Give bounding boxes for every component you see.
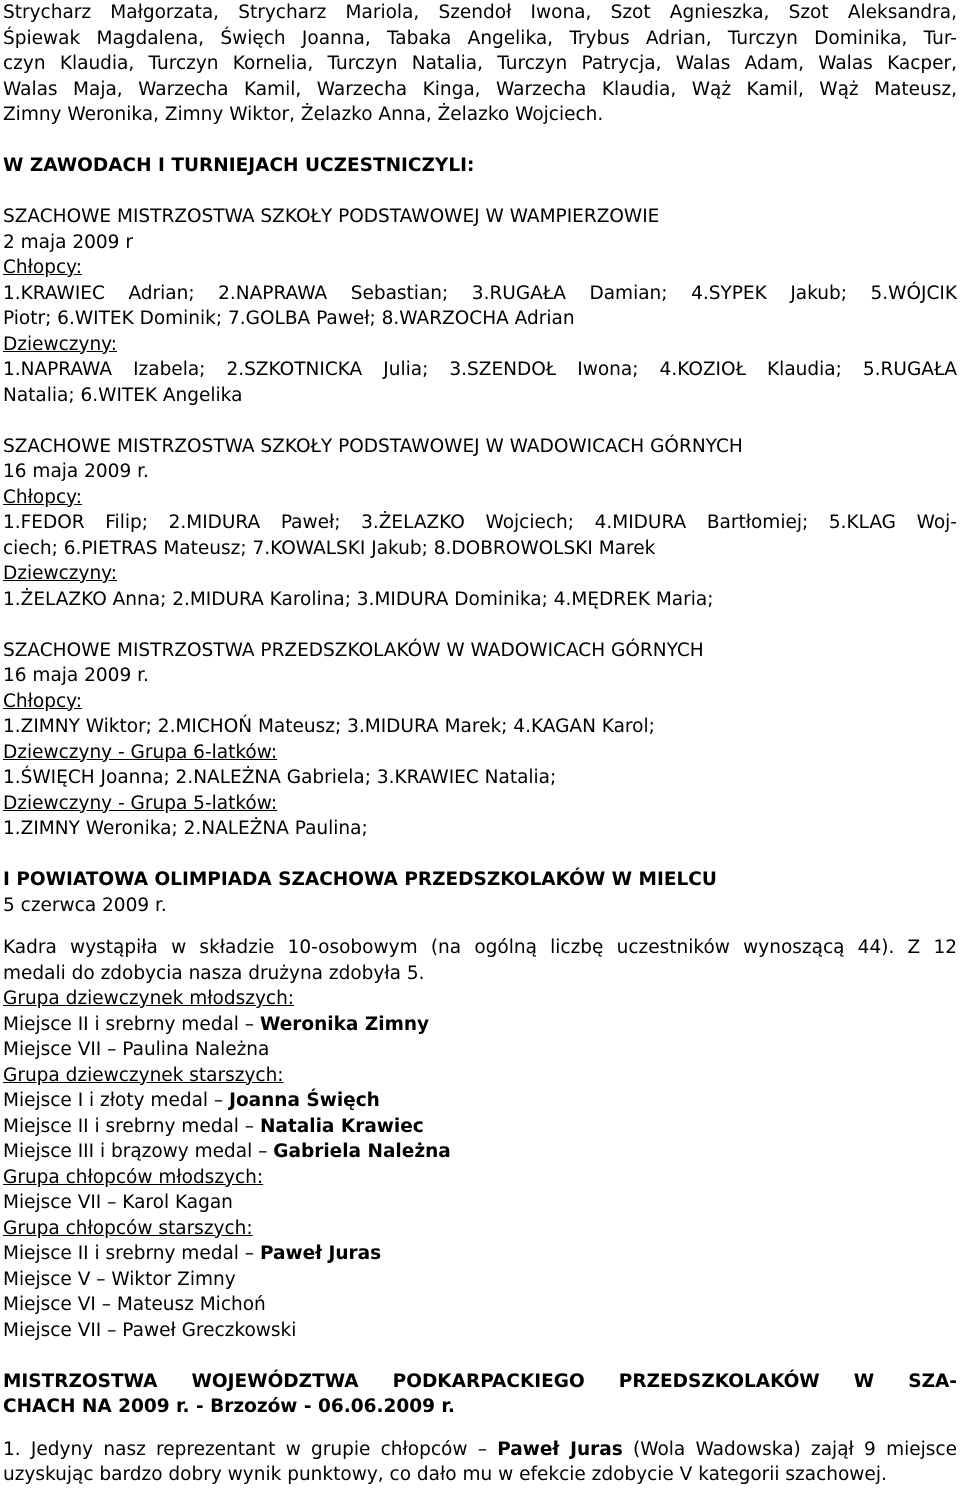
results-line: 1.ZIMNY Weronika; 2.NALEŻNA Paulina; bbox=[3, 818, 368, 839]
results-line: Natalia; 6.WITEK Angelika bbox=[3, 384, 243, 406]
results-line: 1.FEDOR Filip; 2.MIDURA Paweł; 3.ŻELAZKO Wojciech; 4.MIDURA Bartłomiej; 5.KLAG Woj- bbox=[3, 512, 957, 533]
participant-name: Paweł Greczkowski bbox=[122, 1319, 297, 1341]
report-line bbox=[3, 1437, 957, 1463]
summary-line: medali do zdobycia nasza drużyna zdobyła 5. bbox=[3, 962, 425, 984]
boys-label: Chłopcy: bbox=[3, 690, 82, 712]
girls-5-label: Dziewczyny - Grupa 5-latków: bbox=[3, 792, 278, 814]
participants-line: Walas Maja, Warzecha Kamil, Warzecha Kinga, Warzecha Klaudia, Wąż Kamil, Wąż Mateusz, bbox=[3, 78, 957, 100]
placement-text: Miejsce II i srebrny medal – bbox=[3, 1243, 260, 1264]
placement-entry bbox=[3, 1114, 957, 1140]
placement-entry bbox=[3, 1139, 957, 1165]
section-date: 2 maja 2009 r bbox=[3, 231, 133, 253]
participant-name: Mateusz Michoń bbox=[116, 1294, 266, 1315]
section-date: 16 maja 2009 r. bbox=[3, 461, 149, 482]
participants-line: Śpiewak Magdalena, Święch Joanna, Tabaka Angelika, Trybus Adrian, Turczyn Dominika, Tur- bbox=[3, 27, 957, 49]
participant-name: Karol Kagan bbox=[122, 1192, 233, 1213]
placement-entry bbox=[3, 1190, 957, 1216]
winner-name: Weronika Zimny bbox=[259, 1013, 430, 1035]
girls-label: Dziewczyny: bbox=[3, 333, 117, 355]
placement-text: Miejsce VI – bbox=[3, 1294, 117, 1315]
placement-text: Miejsce V – bbox=[3, 1268, 112, 1290]
results-line: Piotr; 6.WITEK Dominik; 7.GOLBA Paweł; 8.WARZOCHA Adrian bbox=[3, 308, 575, 329]
girls-label: Dziewczyny: bbox=[3, 563, 117, 584]
winner-name: Paweł Juras bbox=[259, 1243, 382, 1264]
main-heading: W ZAWODACH I TURNIEJACH UCZESTNICZYLI: bbox=[3, 155, 475, 176]
participants-line: Zimny Weronika, Zimny Wiktor, Żelazko Anna, Żelazko Wojciech. bbox=[3, 104, 604, 125]
girls-6-label: Dziewczyny - Grupa 6-latków: bbox=[3, 741, 278, 763]
placement-entry bbox=[3, 1012, 957, 1038]
placement-text: Miejsce VII – bbox=[3, 1039, 123, 1060]
winner-name: Joanna Święch bbox=[229, 1090, 380, 1111]
participants-line: Strycharz Małgorzata, Strycharz Mariola, Szendoł Iwona, Szot Agnieszka, Szot Aleksandra, bbox=[3, 2, 957, 23]
placement-text: Miejsce VII – bbox=[3, 1192, 123, 1213]
group-label: Grupa chłopców starszych: bbox=[3, 1217, 253, 1239]
boys-label: Chłopcy: bbox=[3, 257, 82, 278]
placement-entry bbox=[3, 1037, 957, 1063]
results-line: 1.NAPRAWA Izabela; 2.SZKOTNICKA Julia; 3.SZENDOŁ Iwona; 4.KOZIOŁ Klaudia; 5.RUGAŁA bbox=[3, 359, 957, 380]
section-title: SZACHOWE MISTRZOSTWA PRZEDSZKOLAKÓW W WADOWICACH GÓRNYCH bbox=[3, 639, 704, 661]
placement-entry bbox=[3, 1292, 957, 1318]
group-label: Grupa dziewczynek młodszych: bbox=[3, 988, 295, 1009]
placement-text: Miejsce VII – bbox=[3, 1319, 123, 1341]
placement-entry bbox=[3, 1088, 957, 1114]
section-title: SZACHOWE MISTRZOSTWA SZKOŁY PODSTAWOWEJ W WAMPIERZOWIE bbox=[3, 206, 660, 227]
report-line: uzyskując bardzo dobry wynik punktowy, co dało mu w efekcie zdobycie V kategorii szachowej. bbox=[3, 1464, 887, 1485]
section-date: 5 czerwca 2009 r. bbox=[3, 894, 167, 916]
placement-text: Miejsce III i brązowy medal – bbox=[3, 1141, 274, 1162]
placement-text: Miejsce II i srebrny medal – bbox=[3, 1115, 260, 1137]
summary-line: Kadra wystąpiła w składzie 10-osobowym (na ogólną liczbę uczestników wynoszącą 44). Z 12 bbox=[3, 937, 957, 958]
participant-name: Paulina Należna bbox=[122, 1039, 270, 1060]
section-title: MISTRZOSTWA WOJEWÓDZTWA PODKARPACKIEGO PRZEDSZKOLAKÓW W SZA- bbox=[3, 1370, 957, 1392]
participant-name: Wiktor Zimny bbox=[111, 1268, 236, 1290]
section-date: 16 maja 2009 r. bbox=[3, 665, 149, 686]
results-line: 1.ŻELAZKO Anna; 2.MIDURA Karolina; 3.MIDURA Dominika; 4.MĘDREK Maria; bbox=[3, 588, 714, 610]
section-podkarpackie-championship bbox=[3, 1369, 957, 1488]
report-text: (Wola Wadowska) zajął 9 miejsce bbox=[622, 1438, 957, 1460]
section-mielec-olympiad bbox=[3, 867, 957, 1343]
participants-list bbox=[3, 0, 957, 128]
boys-label: Chłopcy: bbox=[3, 486, 82, 508]
report-text: 1. Jedyny nasz reprezentant w grupie chłopców – bbox=[3, 1438, 498, 1460]
group-label: Grupa dziewczynek starszych: bbox=[3, 1064, 284, 1086]
winner-name: Natalia Krawiec bbox=[259, 1115, 424, 1137]
section-wadowice-preschool bbox=[3, 638, 957, 842]
participants-line: czyn Klaudia, Turczyn Kornelia, Turczyn Natalia, Turczyn Patrycja, Walas Adam, Walas Kacper, bbox=[3, 53, 957, 74]
results-line: ciech; 6.PIETRAS Mateusz; 7.KOWALSKI Jakub; 8.DOBROWOLSKI Marek bbox=[3, 537, 656, 559]
winner-name: Gabriela Należna bbox=[273, 1141, 451, 1162]
section-title: CHACH NA 2009 r. - Brzozów - 06.06.2009 r. bbox=[3, 1396, 455, 1417]
placement-text: Miejsce II i srebrny medal – bbox=[3, 1013, 260, 1035]
group-label: Grupa chłopców młodszych: bbox=[3, 1166, 264, 1188]
section-title: I POWIATOWA OLIMPIADA SZACHOWA PRZEDSZKOLAKÓW W MIELCU bbox=[3, 869, 717, 890]
section-title: SZACHOWE MISTRZOSTWA SZKOŁY PODSTAWOWEJ W WADOWICACH GÓRNYCH bbox=[3, 435, 743, 457]
results-line: 1.KRAWIEC Adrian; 2.NAPRAWA Sebastian; 3.RUGAŁA Damian; 4.SYPEK Jakub; 5.WÓJCIK bbox=[3, 282, 957, 304]
winner-name: Paweł Juras bbox=[497, 1438, 623, 1460]
results-line: 1.ZIMNY Wiktor; 2.MICHOŃ Mateusz; 3.MIDURA Marek; 4.KAGAN Karol; bbox=[3, 716, 655, 737]
placement-text: Miejsce I i złoty medal – bbox=[3, 1090, 230, 1111]
placement-entry bbox=[3, 1267, 957, 1293]
placement-entry bbox=[3, 1318, 957, 1344]
results-line: 1.ŚWIĘCH Joanna; 2.NALEŻNA Gabriela; 3.KRAWIEC Natalia; bbox=[3, 767, 557, 788]
section-wampierzow bbox=[3, 204, 957, 408]
section-wadowice-school bbox=[3, 434, 957, 613]
placement-entry bbox=[3, 1241, 957, 1267]
